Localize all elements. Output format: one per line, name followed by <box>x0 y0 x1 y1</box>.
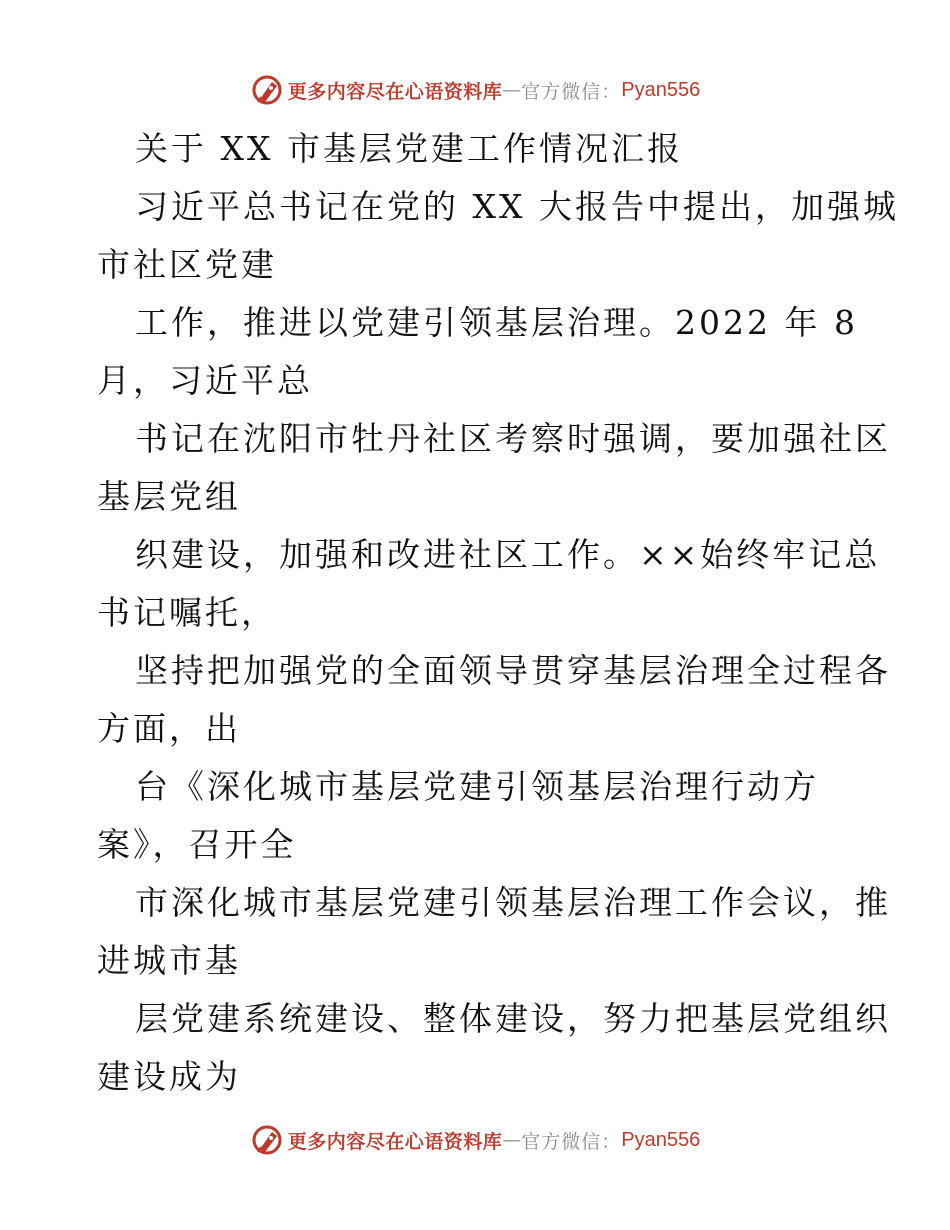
paragraph-line: 进城市基 <box>97 941 241 980</box>
watermark-text: 更多内容尽在心语资料库 <box>287 80 503 103</box>
paragraph-line: 建设成为 <box>97 1057 241 1096</box>
watermark-dash: — <box>502 1129 522 1151</box>
wechat-id: Pyan556 <box>621 1128 701 1151</box>
paragraph-line: 基层党组 <box>97 477 241 516</box>
paragraph-line: 方面，出 <box>97 709 241 748</box>
paragraph-line: 书记在沈阳市牡丹社区考察时强调，要加强社区 <box>135 419 891 458</box>
paragraph-line: 坚持把加强党的全面领导贯穿基层治理全过程各 <box>135 651 891 690</box>
wechat-id: Pyan556 <box>621 78 701 101</box>
pen-nib-logo-icon <box>250 73 284 107</box>
watermark-banner-content <box>250 73 701 107</box>
wechat-label: 官方微信： <box>521 80 622 103</box>
watermark-text: 更多内容尽在心语资料库 <box>287 1130 503 1153</box>
paragraph-line: 层党建系统建设、整体建设，努力把基层党组织 <box>135 999 891 1038</box>
document-title: 关于 XX 市基层党建工作情况汇报 <box>135 129 683 168</box>
watermark-dash: — <box>502 79 522 101</box>
paragraph-line: 台《深化城市基层党建引领基层治理行动方 <box>135 767 819 806</box>
watermark-banner-bottom <box>0 1120 950 1160</box>
paragraph-line: 案》，召开全 <box>97 825 297 864</box>
paragraph-line: 织建设，加强和改进社区工作。××始终牢记总 <box>135 535 881 574</box>
wechat-label: 官方微信： <box>521 1130 622 1153</box>
watermark-banner-content <box>250 1123 701 1157</box>
paragraph-line: 书记嘱托， <box>97 593 277 632</box>
paragraph-line: 市深化城市基层党建引领基层治理工作会议，推 <box>135 883 891 922</box>
paragraph-line: 市社区党建 <box>97 245 277 284</box>
pen-nib-logo-icon <box>250 1123 284 1157</box>
paragraph-line: 工作，推进以党建引领基层治理。2022 年 8 <box>135 303 858 342</box>
paragraph-line: 习近平总书记在党的 XX 大报告中提出，加强城 <box>135 187 899 226</box>
paragraph-line: 月，习近平总 <box>97 361 313 400</box>
watermark-banner-top <box>0 70 950 110</box>
